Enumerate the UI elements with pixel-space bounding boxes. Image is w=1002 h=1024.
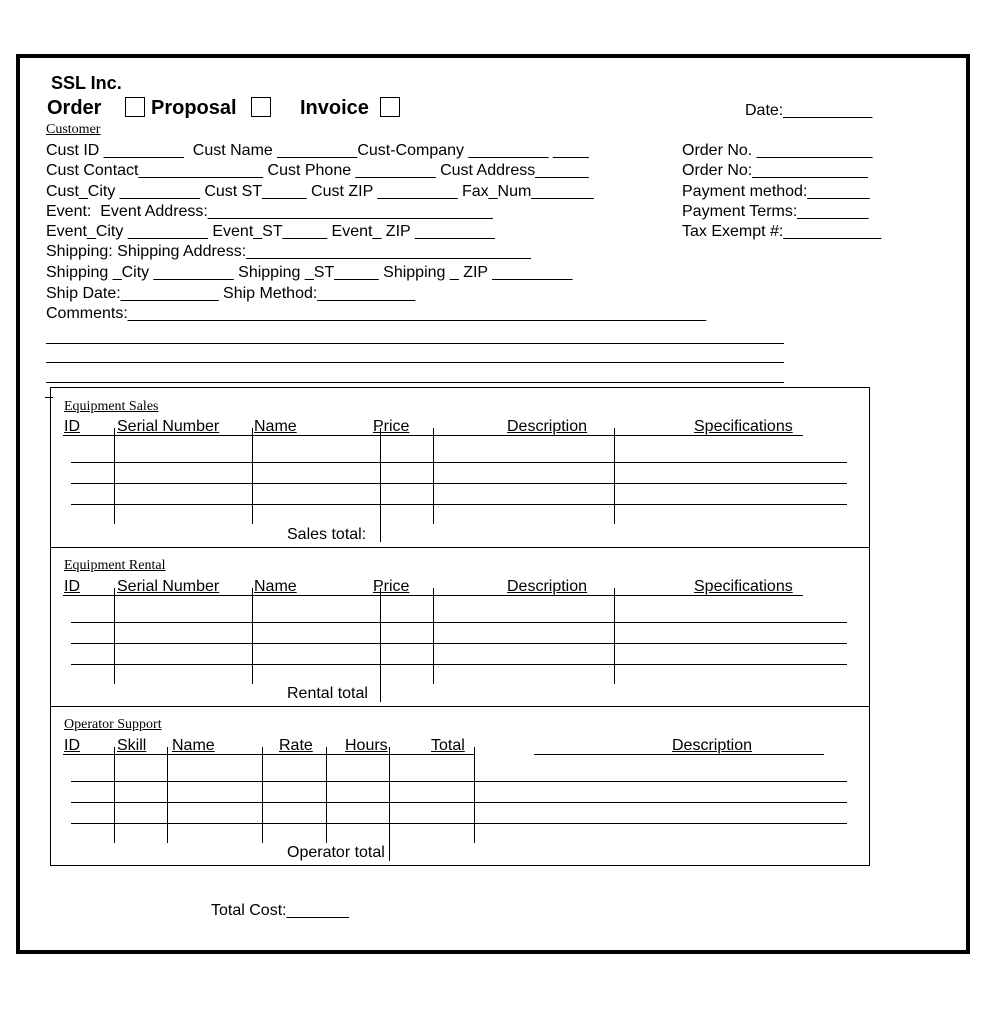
col-divider (167, 747, 168, 843)
operator-total-label: Operator total (287, 844, 385, 861)
col-id: ID (64, 418, 80, 435)
rental-total-label: Rental total (287, 685, 368, 702)
row-line (71, 643, 847, 644)
col-divider (252, 428, 253, 524)
comment-rule (46, 343, 784, 344)
company-name: SSL Inc. (51, 73, 122, 93)
col-divider (114, 428, 115, 524)
event-line-2[interactable]: Event_City _________ Event_ST_____ Event_ ZIP _________ (46, 223, 495, 240)
header-underline (63, 754, 475, 755)
col-divider (326, 747, 327, 843)
order-label: Order (47, 97, 102, 119)
col-description: Description (507, 578, 588, 595)
order-no-field-2[interactable]: Order No:_____________ (682, 162, 868, 179)
shipping-line-1[interactable]: Shipping: Shipping Address:________________________________ (46, 243, 531, 260)
customer-line-3[interactable]: Cust_City _________ Cust ST_____ Cust ZIP _________ Fax_Num_______ (46, 183, 594, 200)
payment-method-field[interactable]: Payment method:_______ (682, 183, 870, 200)
invoice-label: Invoice (300, 97, 369, 119)
section-title: Equipment Rental (64, 558, 166, 573)
col-total: Total (431, 737, 465, 754)
shipping-line-2[interactable]: Shipping _City _________ Shipping _ST_____ Shipping _ ZIP _________ (46, 264, 573, 281)
col-name: Name (254, 578, 297, 595)
customer-heading: Customer (46, 122, 101, 137)
comments-field[interactable]: Comments:_________________________________________________________________ (46, 305, 707, 322)
order-no-field[interactable]: Order No. _____________ (682, 142, 873, 159)
col-serial-number: Serial Number (117, 418, 220, 435)
event-line-1[interactable]: Event: Event Address:________________________________ (46, 203, 493, 220)
order-checkbox[interactable] (125, 97, 145, 117)
col-hours: Hours (345, 737, 388, 754)
comment-rule (46, 382, 784, 383)
operator-support-section (50, 706, 870, 866)
sales-total-label: Sales total: (287, 526, 367, 543)
col-divider (614, 428, 615, 524)
col-rate: Rate (279, 737, 313, 754)
col-divider (433, 428, 434, 524)
section-title: Equipment Sales (64, 399, 159, 414)
row-line (71, 462, 847, 463)
row-line (71, 823, 847, 824)
col-id: ID (64, 578, 80, 595)
col-divider (114, 747, 115, 843)
row-line (71, 504, 847, 505)
col-price: Price (373, 578, 410, 595)
col-divider (262, 747, 263, 843)
col-name: Name (172, 737, 215, 754)
payment-terms-field[interactable]: Payment Terms:________ (682, 203, 869, 220)
col-divider (114, 588, 115, 684)
col-divider (389, 747, 390, 861)
section-tick (45, 397, 53, 398)
col-id: ID (64, 737, 80, 754)
col-divider (433, 588, 434, 684)
row-line (71, 802, 847, 803)
proposal-label: Proposal (151, 97, 237, 119)
proposal-checkbox[interactable] (251, 97, 271, 117)
col-divider (474, 747, 475, 843)
customer-line-2[interactable]: Cust Contact______________ Cust Phone _________ Cust Address______ (46, 162, 589, 179)
col-divider (380, 588, 381, 702)
ship-date-line[interactable]: Ship Date:___________ Ship Method:___________ (46, 285, 416, 302)
comment-rule (46, 362, 784, 363)
col-divider (614, 588, 615, 684)
col-skill: Skill (117, 737, 147, 754)
col-specifications: Specifications (694, 578, 793, 595)
tax-exempt-field[interactable]: Tax Exempt #:___________ (682, 223, 882, 240)
col-specifications: Specifications (694, 418, 793, 435)
col-name: Name (254, 418, 297, 435)
customer-line-1[interactable]: Cust ID _________ Cust Name _________Cust-Company _________ ____ (46, 142, 589, 159)
row-line (71, 781, 847, 782)
date-field[interactable]: Date:__________ (745, 102, 873, 119)
equipment-rental-section (50, 547, 870, 707)
col-divider (252, 588, 253, 684)
equipment-sales-section (50, 387, 870, 548)
total-cost-field[interactable]: Total Cost:_______ (211, 902, 349, 919)
row-line (71, 622, 847, 623)
header-underline (534, 754, 824, 755)
col-divider (380, 428, 381, 542)
col-description: Description (672, 737, 753, 754)
row-line (71, 664, 847, 665)
section-title: Operator Support (64, 717, 162, 732)
col-description: Description (507, 418, 588, 435)
col-serial-number: Serial Number (117, 578, 220, 595)
row-line (71, 483, 847, 484)
col-price: Price (373, 418, 410, 435)
invoice-checkbox[interactable] (380, 97, 400, 117)
